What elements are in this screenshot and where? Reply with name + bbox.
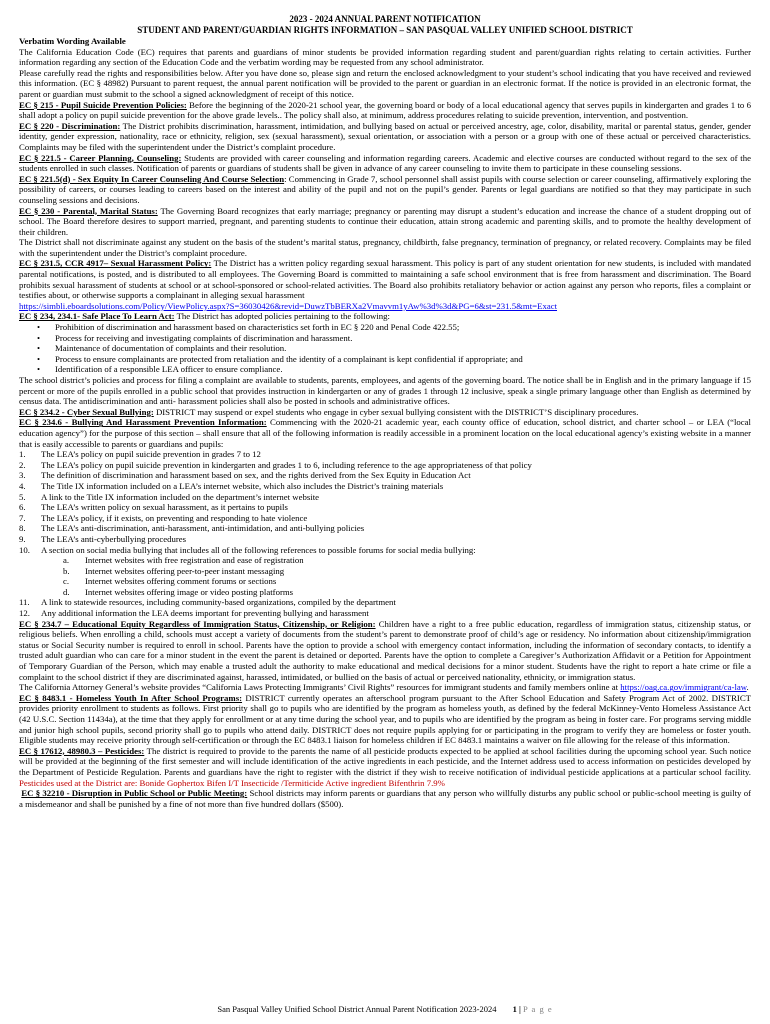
list-item bbox=[19, 513, 751, 524]
list-item bbox=[19, 481, 751, 492]
section-234-7-heading: EC § 234.7 – Educational Equity Regardless of Immigration Status, Citizenship, or Religion: bbox=[19, 618, 376, 629]
sublist-item bbox=[63, 587, 751, 598]
section-231-5-heading: EC § 231.5, CCR 4917– Sexual Harassment Policy: bbox=[19, 258, 212, 269]
sublist-item bbox=[63, 576, 751, 587]
section-234-text: The District has adopted policies pertaining to the following: bbox=[174, 311, 390, 322]
section-234-paragraph-2: The school district’s policies and process for filing a complaint are available to students, parents, employees, and agents of the governing board. The notice shall be in English and in the primary language if 15 percent or more of the pupils enrolled in a public school that provides instruction in kindergarten or any of grades 1 through 12 inclusive, speak a single primary language other than English as determined by census data. The antidiscrimination and anti- harassment policies shall also be posted in schools and administrative offices. bbox=[19, 375, 751, 407]
section-234-7 bbox=[19, 619, 751, 683]
section-230-paragraph-2: The District shall not discriminate against any student on the basis of the student’s marital status, pregnancy, childbirth, false pregnancy, termination of pregnancy, or related recovery. Complaints may be filed with the superintendent under the District’s complaint procedure. bbox=[19, 237, 751, 258]
section-234 bbox=[19, 311, 751, 322]
list-item bbox=[19, 470, 751, 481]
section-8483-1 bbox=[19, 693, 751, 746]
section-220 bbox=[19, 121, 751, 153]
section-17612-text: The district is required to provide to the parents the name of all pesticide products expected to be applied at school facilities during the upcoming school year. Such notice will be provided at the beginning of the first semester and will include identification of the active ingredients in each pesticide, and the Internet address used to access information on pesticides developed by the Department of Pesticide Regulation. Parents and guardians have the right to register with the district if they wish to receive notification of individual pesticide applications at a particular school facility. bbox=[19, 745, 751, 777]
list-item bbox=[19, 492, 751, 503]
list-text: A link to statewide resources, including community-based organizations, compiled by the department bbox=[41, 597, 396, 608]
bullet-item: • Identification of a responsible LEA officer to ensure compliance. bbox=[37, 364, 751, 375]
sublist-item bbox=[63, 566, 751, 577]
sublist-letter: d. bbox=[63, 586, 70, 597]
footer-text: San Pasqual Valley Unified School District Annual Parent Notification 2023-2024 bbox=[217, 1004, 497, 1014]
sublist-letter: a. bbox=[63, 555, 70, 566]
sublist-text: Internet websites with free registration and ease of registration bbox=[85, 555, 304, 566]
section-234-6 bbox=[19, 417, 751, 449]
section-234-7-paragraph-2 bbox=[19, 682, 751, 693]
website-info-list bbox=[19, 449, 751, 619]
list-number: 3. bbox=[19, 470, 26, 481]
immigrant-rights-link[interactable]: https://oag.ca.gov/immigrant/ca-law bbox=[620, 682, 747, 693]
list-number: 7. bbox=[19, 512, 26, 523]
list-text: Any additional information the LEA deems important for preventing bullying and harassment bbox=[41, 608, 369, 619]
sublist-letter: b. bbox=[63, 565, 70, 576]
section-231-5 bbox=[19, 258, 751, 300]
page-indicator bbox=[513, 1004, 553, 1014]
section-234-6-heading: EC § 234.6 - Bullying And Harassment Prevention Information: bbox=[19, 417, 267, 428]
section-234-2 bbox=[19, 407, 751, 418]
section-32210-heading: EC § 32210 - Disruption in Public School or Public Meeting: bbox=[21, 788, 248, 799]
section-8483-1-heading: EC § 8483.1 - Homeless Youth In After School Programs: bbox=[19, 692, 243, 703]
section-8483-1-text: DISTRICT currently operates an afterschool program pursuant to the After School Education and Safety Program Act of 2002. DISTRICT provides priority enrollment to students as follows. First priority shall go to pupils who are identified by the program as homeless youth, as defined by the federal McKinney-Vento Homeless Assistance Act (42 U.S.C. Section 11434a), at the time that they apply for enrollment or at any time during the school year, and to pupils who are identified by the program as being in foster care. For programs serving middle and junior high school pupils, second priority shall go to pupils who attend daily. DISTRICT does not require pupils applying for or participating in the program to verify they are homeless or foster youth. Eligible students may receive priority through self-certification or through the EC 8483.1 liaison for homeless children if EC 8483.1 maintains a waiver on file allowing for the release of this information. bbox=[19, 692, 752, 746]
section-215-text: Before the beginning of the 2020-21 school year, the governing board or body of a local educational agency that serves pupils in kindergarten and grades 1 to 6 shall adopt a policy on pupil suicide prevention for the above grade levels.. The policy shall also, at minimum, address procedures relating to suicide prevention, intervention, and postvention. bbox=[19, 99, 751, 121]
notification-subtitle: STUDENT AND PARENT/GUARDIAN RIGHTS INFORMATION – SAN PASQUAL VALLEY UNIFIED SCHOOL DISTRICT bbox=[137, 25, 633, 35]
sublist-text: Internet websites offering peer-to-peer instant messaging bbox=[85, 565, 285, 576]
bullet-item: • Maintenance of documentation of complaints and their resolution. bbox=[37, 343, 751, 354]
list-item bbox=[19, 523, 751, 534]
list-item bbox=[19, 460, 751, 471]
list-text: The LEA’s policy on pupil suicide prevention in grades 7 to 12 bbox=[41, 449, 261, 460]
list-text: The Title IX information included on a LEA’s internet website, which also includes the District’s training materials bbox=[41, 480, 444, 491]
list-item bbox=[19, 502, 751, 513]
list-number: 9. bbox=[19, 533, 26, 544]
list-text: A section on social media bullying that includes all of the following references to possible forums for social media bullying: bbox=[41, 544, 476, 555]
section-221-5d bbox=[19, 174, 751, 206]
sublist-letter: c. bbox=[63, 576, 70, 587]
bullet-item: • Prohibition of discrimination and harassment based on characteristics set forth in EC § 220 and Penal Code 422.55; bbox=[37, 322, 751, 333]
section-17612 bbox=[19, 746, 751, 788]
section-221-5-heading: EC § 221.5 - Career Planning, Counseling: bbox=[19, 152, 182, 163]
section-32210-text: School districts may inform parents or guardians that any person who willfully disturbs any public school or public-school meeting is guilty of a misdemeanor and shall be punished by a fine of not more than five hundred dollars ($500). bbox=[19, 788, 752, 809]
list-text: The LEA’s policy, if it exists, on preventing and responding to hate violence bbox=[41, 512, 308, 523]
section-234-2-heading: EC § 234.2 - Cyber Sexual Bullying: bbox=[19, 406, 154, 417]
bullet-item: • Process for receiving and investigating complaints of discrimination and harassment. bbox=[37, 333, 751, 344]
list-number: 6. bbox=[19, 502, 26, 513]
verbatim-paragraph: The California Education Code (EC) requires that parents and guardians of minor students be provided information regarding student and parent/guardian rights relating to certain activities. Further information regarding any section of the Education Code and the verbatim wording may be requested from any school administrator. bbox=[19, 46, 751, 68]
list-number: 2. bbox=[19, 459, 26, 470]
section-234-7-text: Children have a right to a free public education, regardless of immigration status, citizenship status, or religious beliefs. When enrolling a child, schools must accept a variety of documents from the student’s parent to demonstrate proof of child’s age or residency. No information about citizenship/immigration status or Social Security number is required to enroll in school. Parents have the option to provide a school with emergency contact information, including the information of secondary contacts, to identify a trusted adult guardian who can care for a minor student in the event the parent is detained or deported. Parents have the option to complete a Caregiver’s Authorization Affidavit or a Petition for Appointment of Temporary Guardian of the Person, which may enable a trusted adult the authority to make educational and medical decisions for a minor student. Students have the right to report a hate crime or file a complaint to the school district if they are discriminated against, harassed, intimidated, or bullied on the basis of actual or perceived nationality, ethnicity, or immigration status. bbox=[19, 618, 751, 682]
section-17612-heading: EC § 17612, 48980.3 – Pesticides: bbox=[19, 745, 145, 756]
section-221-5-text: Students are provided with career counseling and information regarding careers. Academic and elective courses are conducted without regard to the sex of the students enrolled in such classes. Notification of parents or guardians of students shall be given in advance of any career counseling to invite them to participate in these counseling sessions. bbox=[19, 152, 751, 174]
list-item bbox=[19, 534, 751, 545]
section-220-heading: EC § 220 - Discrimination: bbox=[19, 120, 121, 131]
acknowledgment-paragraph: Please carefully read the rights and responsibilities below. After you have done so, please sign and return the enclosed acknowledgment to your student’s school indicating that you have received and reviewed this information. (EC § 48982) Pursuant to parent request, the annual parent notification will be provided to the parent or guardian in an electronic format. If the notice is provided in an electronic format, the parent or guardian must submit to the school a signed acknowledgment of receipt of this notice. bbox=[19, 67, 751, 99]
attorney-general-text: The California Attorney General’s website provides “California Laws Protecting Immigrants’ Civil Rights” resources for immigrant students and family members online at bbox=[19, 682, 619, 693]
list-text: A link to the Title IX information included on the department’s internet website bbox=[41, 491, 320, 502]
list-text: The LEA’s written policy on sexual harassment, as it pertains to pupils bbox=[41, 502, 288, 513]
list-text: The LEA’s policy on pupil suicide prevention in kindergarten and grades 1 to 6, including reference to the age appropriateness of that policy bbox=[41, 459, 532, 470]
list-number: 12. bbox=[19, 608, 30, 619]
section-234-heading: EC § 234, 234.1- Safe Place To Learn Act: bbox=[19, 311, 175, 322]
notification-title: 2023 - 2024 ANNUAL PARENT NOTIFICATION bbox=[289, 14, 481, 24]
link-period: . bbox=[746, 682, 749, 693]
policy-link-paragraph bbox=[19, 301, 751, 312]
section-231-5-text: The District has a written policy regarding sexual harassment. This policy is part of any student orientation for new students, is included with mandated parental notifications, is posted, and is distributed to all employees. The Governing Board is committed to maintaining a safe school environment that is free from harassment and discrimination. The Board prohibits sexual harassment of students at school or at school-sponsored or school-related activities. The Board also prohibits retaliatory behavior or action against any person who reports, files a complaint or testifies about, or otherwise supports a complainant in alleging sexual harassment bbox=[19, 258, 751, 301]
list-number: 1. bbox=[19, 449, 26, 460]
section-230-text: The Governing Board recognizes that early marriage; pregnancy or parenting may disrupt a student’s education and increase the chance of a student dropping out of school. The Board therefore desires to support married, pregnant, and parenting students to continue their education, attain strong academic and parenting skills, and to promote the healthy development of their children. bbox=[19, 205, 751, 237]
list-text: The LEA’s anti-cyberbullying procedures bbox=[41, 533, 187, 544]
section-221-5d-text: : Commencing in Grade 7, school personnel shall assist pupils with course selection or career counseling, affirmatively exploring the possibility of careers, or courses leading to careers based on the interest and ability of the pupil and not on the pupil’s gender. Parents or legal guardians are notified so that they may participate in such counseling sessions and decisions. bbox=[19, 173, 752, 205]
section-215-heading: EC § 215 - Pupil Suicide Prevention Policies: bbox=[19, 99, 187, 110]
sexual-harassment-policy-link[interactable]: https://simbli.eboardsolutions.com/Policy/ViewPolicy.aspx?S=36030426&revid=DuwzTbBERXa2Vmavvm1yAw%3d%3d&PG=6&st=231.5&mt=Exact bbox=[19, 300, 558, 311]
list-item bbox=[19, 449, 751, 460]
list-text: The definition of discrimination and harassment based on sex, and the rights derived from the Sex Equity in Education Act bbox=[41, 470, 471, 481]
page-separator: | bbox=[519, 1004, 521, 1014]
section-215 bbox=[19, 100, 751, 121]
list-item bbox=[19, 597, 751, 608]
section-234-2-text: DISTRICT may suspend or expel students who engage in cyber sexual bullying consistent with the DISTRICT’S disciplinary procedures. bbox=[153, 406, 639, 417]
list-number: 10. bbox=[19, 544, 30, 555]
list-item bbox=[19, 608, 751, 619]
safe-place-bullet-list bbox=[19, 322, 751, 375]
page-number: 1 bbox=[512, 1004, 517, 1014]
sublist-item bbox=[63, 555, 751, 566]
social-media-sublist bbox=[41, 555, 751, 597]
section-230 bbox=[19, 206, 751, 238]
list-text: The LEA’s anti-discrimination, anti-harassment, anti-intimidation, and anti-bullying policies bbox=[41, 523, 365, 534]
section-32210 bbox=[19, 788, 751, 809]
sublist-text: Internet websites offering image or video posting platforms bbox=[85, 586, 294, 597]
sublist-text: Internet websites offering comment forums or sections bbox=[85, 576, 277, 587]
section-221-5 bbox=[19, 153, 751, 174]
list-number: 4. bbox=[19, 480, 26, 491]
section-221-5d-heading: EC § 221.5(d) - Sex Equity In Career Counseling And Course Selection bbox=[19, 173, 285, 184]
verbatim-heading: Verbatim Wording Available bbox=[19, 36, 126, 46]
pesticides-used-note: Pesticides used at the District are: Bonide Gophertox Bifen I/T Insecticide /Termiticide Active ingredient Bifenthrin 7.9% bbox=[19, 777, 445, 788]
list-number: 8. bbox=[19, 523, 26, 534]
section-220-text: The District prohibits discrimination, harassment, intimidation, and bullying based on actual or perceived ancestry, age, color, disability, marital or parental status, gender, gender identity, gender expression, nationality, race or ethnicity, religion, sex (sexual harassment), sexual orientation, or association with a person or a group with one of these actual or perceived characteristics. Complaints may be filed with the superintendent under the District’s complaint procedure. bbox=[19, 120, 751, 152]
list-number: 5. bbox=[19, 491, 26, 502]
page-word: P a g e bbox=[523, 1004, 553, 1014]
page-footer bbox=[0, 1004, 770, 1014]
section-234-6-text: Commencing with the 2020-21 academic year, each county office of education, school district, and charter school – or LEA (“local education agency”) for the purpose of this section – shall ensure that all of the following information is readily accessible in a prominent location on the local educational agency’s existing website in a manner that is easily accessible to parents or guardians and pupils: bbox=[19, 417, 751, 449]
section-230-heading: EC § 230 - Parental, Marital Status: bbox=[19, 205, 158, 216]
list-item bbox=[19, 545, 751, 598]
bullet-item: • Process to ensure complainants are protected from retaliation and the identity of a complainant is kept confidential if appropriate; and bbox=[37, 354, 751, 365]
list-number: 11. bbox=[19, 597, 30, 608]
